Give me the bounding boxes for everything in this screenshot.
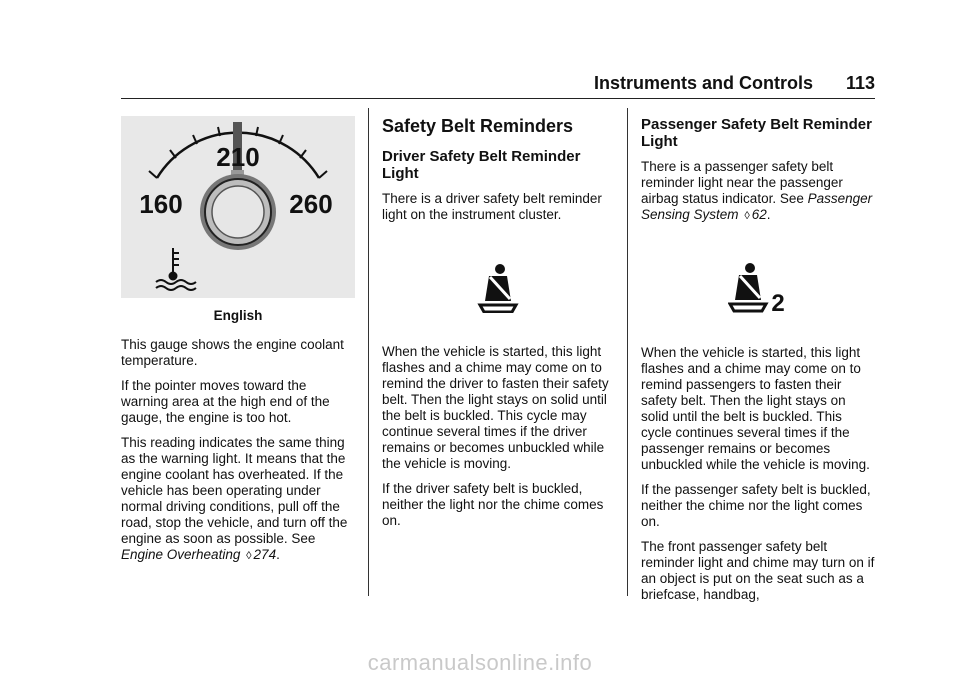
driver-seatbelt-figure <box>382 232 614 344</box>
passenger-sensing-link[interactable]: Passenger Sensing System <box>641 191 873 222</box>
passenger-seatbelt-icon <box>728 262 788 316</box>
subsection-heading: Driver Safety Belt Reminder Light <box>382 148 581 182</box>
column-right <box>641 116 875 612</box>
column-left <box>121 116 355 573</box>
paragraph: When the vehicle is started, this light flashes and a chime may come on to remind passengers to fasten their safety belt. Then the light stays on solid until the belt is buckled. This cycle continues several times if the passenger remains or becomes unbuckled while the vehicle is moving. <box>641 345 870 472</box>
gauge-label-low: 160 <box>139 189 183 219</box>
page-reference[interactable]: 274 <box>253 547 277 562</box>
engine-overheating-link[interactable]: Engine Overheating <box>121 547 241 562</box>
header-rule <box>121 98 875 99</box>
section-heading: Safety Belt Reminders <box>382 116 574 136</box>
passenger-seatbelt-figure <box>641 233 875 345</box>
passenger-number: 2 <box>771 290 785 316</box>
cross-reference-icon: ◊ <box>744 210 750 222</box>
section-heading: Passenger Safety Belt Reminder Light <box>641 116 872 150</box>
coolant-gauge-svg <box>121 116 355 298</box>
page-reference[interactable]: 62 <box>751 207 767 222</box>
gauge-label-mid: 210 <box>216 142 260 172</box>
paragraph: If the pointer moves toward the warning area at the high end of the gauge, the engine is too hot. <box>121 378 330 425</box>
paragraph: This gauge shows the engine coolant temperature. <box>121 337 344 368</box>
cross-reference-icon: ◊ <box>246 550 252 562</box>
gauge-label-high: 260 <box>289 189 333 219</box>
paragraph: When the vehicle is started, this light flashes and a chime may come on to remind the driver to fasten their safety belt. Then the light stays on solid until the belt is buckled. This cycle may continue several times if the driver remains or becomes unbuckled while the vehicle is moving. <box>382 344 609 471</box>
page-header <box>121 73 875 99</box>
page-number: 113 <box>845 73 875 93</box>
paragraph: If the passenger safety belt is buckled, neither the chime nor the light comes on. <box>641 482 871 529</box>
paragraph: There is a driver safety belt reminder light on the instrument cluster. <box>382 191 602 222</box>
watermark: carmanualsonline.info <box>367 650 593 675</box>
column-middle <box>382 116 614 538</box>
seatbelt-icon <box>476 263 520 313</box>
paragraph: This reading indicates the same thing as the warning light. It means that the engine coolant has overheated. If the vehicle has been operating under normal driving conditions, pull off the road, stop the vehicle, and turn off the engine as soon as possible. See Engine Overheating ◊ 274. <box>121 435 348 562</box>
section-title: Instruments and Controls <box>593 73 813 93</box>
column-divider <box>627 108 628 596</box>
paragraph: The front passenger safety belt reminder light and chime may turn on if an object is put on the seat such as a briefcase, handbag, <box>641 539 875 602</box>
paragraph: There is a passenger safety belt reminder light near the passenger airbag status indicator. See Passenger Sensing System ◊ 62. <box>641 159 873 222</box>
paragraph: If the driver safety belt is buckled, neither the light nor the chime comes on. <box>382 481 604 528</box>
coolant-temperature-icon <box>156 248 196 290</box>
coolant-gauge-illustration <box>121 116 355 298</box>
column-divider <box>368 108 369 596</box>
figure-caption: English <box>213 308 263 323</box>
